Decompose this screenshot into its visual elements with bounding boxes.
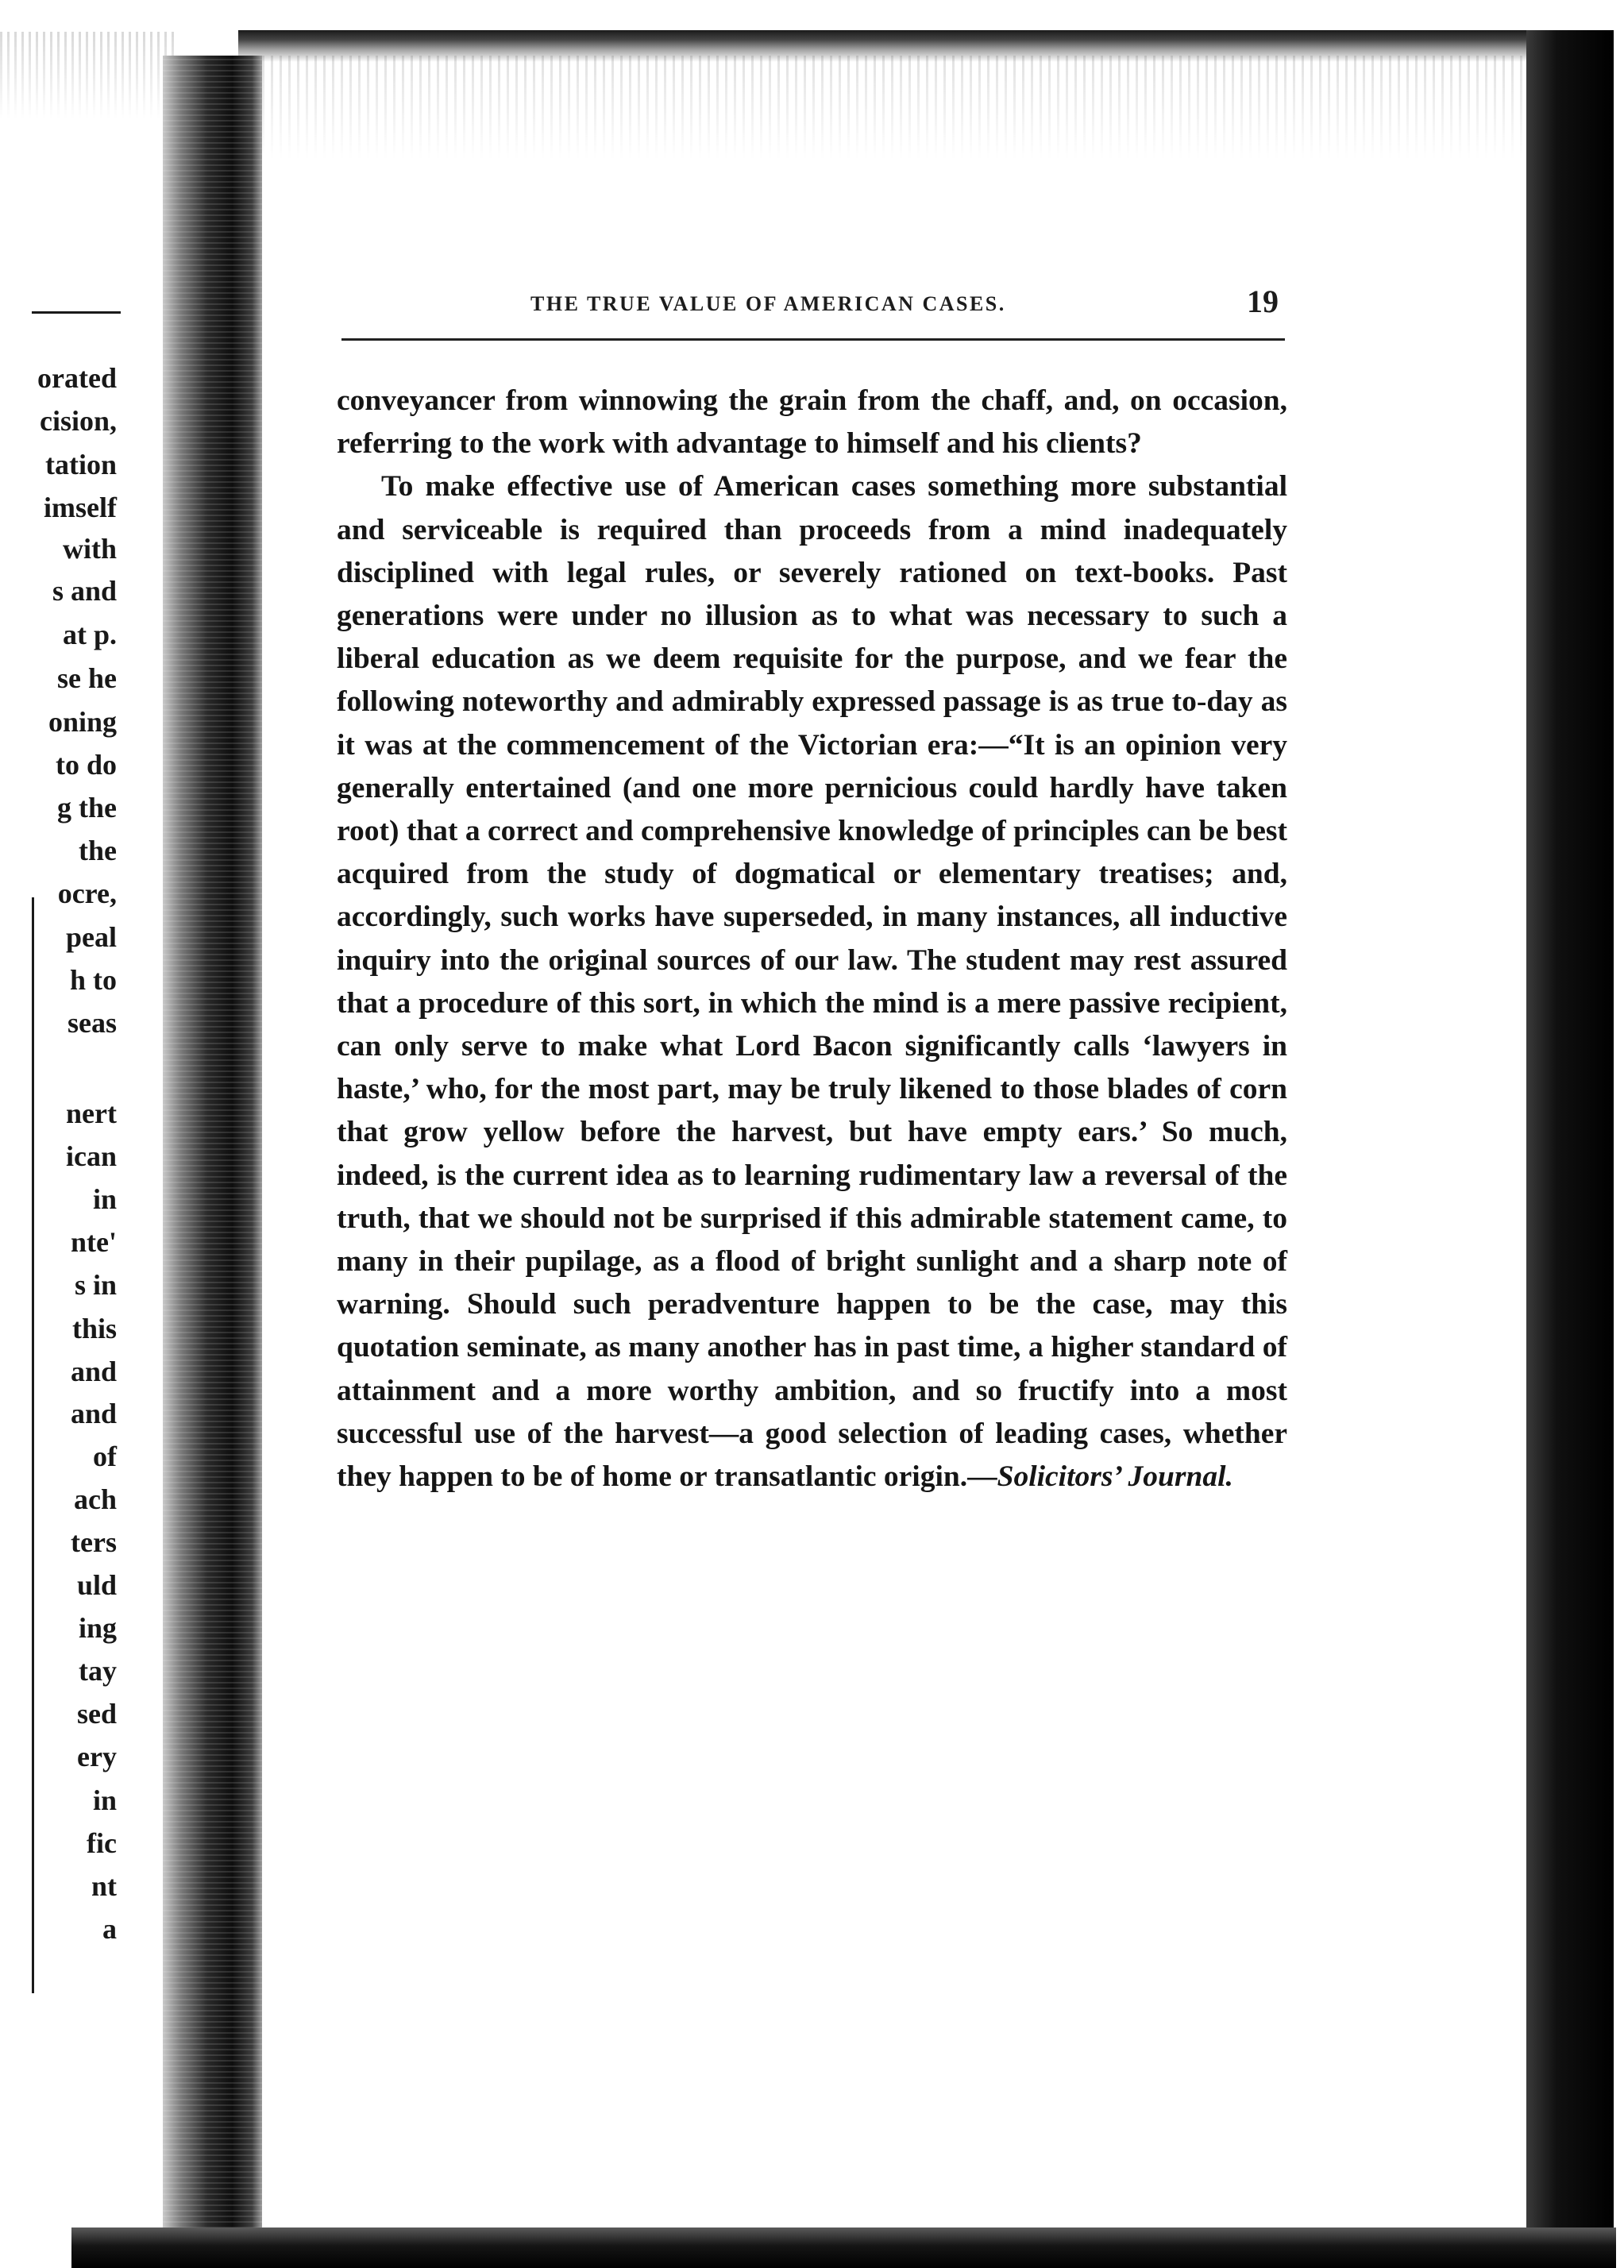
previous-page-word: ters — [71, 1526, 117, 1558]
previous-page-word: a — [102, 1913, 117, 1945]
previous-page-head-rule — [32, 311, 121, 314]
previous-page-word: sed — [76, 1698, 117, 1730]
paragraph — [337, 465, 1287, 1498]
previous-page-word: at p. — [62, 619, 117, 650]
page-bottom-edge-shadow — [71, 2228, 1616, 2268]
previous-page-word: uld — [76, 1569, 117, 1601]
previous-page-word: and — [70, 1356, 117, 1387]
paragraph: conveyancer from winnowing the grain from the chaff, and, on occasion, referring to the work with advantage to himself and his clients? — [337, 384, 1287, 461]
page-number: 19 — [1247, 284, 1279, 319]
previous-page-word: nt — [91, 1870, 117, 1902]
previous-page-word: s and — [52, 575, 117, 607]
previous-page-word: imself — [44, 492, 117, 523]
previous-page-word: nert — [66, 1097, 117, 1129]
scan-noise-top — [262, 56, 1533, 159]
previous-page-word: orated — [37, 362, 117, 394]
previous-page-word: h to — [69, 964, 117, 996]
previous-page-word: ican — [65, 1140, 117, 1172]
running-head-rule — [341, 338, 1285, 341]
previous-page-word: fic — [87, 1827, 117, 1859]
previous-page-word: s in — [74, 1269, 117, 1301]
previous-page-word: se he — [57, 662, 117, 694]
previous-page-word: tay — [79, 1655, 117, 1687]
previous-page-word: this — [71, 1313, 117, 1344]
previous-page-word: ery — [77, 1741, 117, 1772]
previous-page-word: g the — [57, 792, 117, 824]
previous-page-word: oning — [48, 706, 117, 738]
previous-page-word: and — [70, 1398, 117, 1429]
previous-page-word: tation — [45, 449, 117, 480]
previous-page-word: to do — [55, 749, 117, 781]
previous-page-word: ach — [74, 1483, 117, 1515]
attribution: Solicitors’ Journal. — [997, 1460, 1233, 1494]
previous-page-edge-line — [32, 897, 34, 1993]
scan-noise-top-left — [0, 32, 175, 119]
previous-page-word: ing — [78, 1612, 117, 1644]
previous-page-word: ocre, — [57, 878, 117, 909]
previous-page-word: the — [79, 835, 117, 866]
previous-page-word: in — [92, 1183, 117, 1215]
previous-page-word: nte' — [71, 1226, 117, 1258]
previous-page-word: in — [92, 1784, 117, 1816]
running-head: THE TRUE VALUE OF AMERICAN CASES. — [530, 292, 1006, 315]
page-right-edge-shadow — [1526, 30, 1614, 2266]
previous-page-word: cision, — [39, 405, 117, 437]
previous-page-word: peal — [65, 921, 117, 953]
body-text — [337, 380, 1287, 1498]
paragraph-text: To make effective use of American cases something more substantial and serviceable is required than proceeds from a mind inadequately disciplined with legal rules, or severely rationed on text-books. Past generations were under no illusion as to what was necessary to such a liberal education as we deem requisite for the purpose, and we fear the following noteworthy and admirably expressed passage is as true to-day as it was at the commencement of the Victorian era:—“It is an opinion very generally entertained (and one more pernicious could hardly have taken root) that a correct and comprehensive knowledge of principles can be best acquired from the study of dogmatical or elementary treatises; and, accordingly, such works have superseded, in many instances, all inductive inquiry into the original sources of our law. The student may rest assured that a procedure of this sort, in which the mind is a mere passive recipient, can only serve to make what Lord Bacon significantly calls ‘lawyers in haste,’ who, for the most part, may be truly likened to those blades of corn that grow yellow before the harvest, but have empty ears.’ So much, indeed, is the current idea as to learning rudimentary law a reversal of the truth, that we should not be surprised if this admirable statement came, to many in their pupilage, as a flood of bright sunlight and a sharp note of warning. Should such peradventure happen to be the case, may this quotation seminate, as many another has in past time, a higher standard of attainment and a more worthy ambition, and so fructify into a most successful use of the harvest—a good selection of leading cases, whether they happen to be of home or transatlantic origin.— — [337, 470, 1287, 1494]
previous-page-word: seas — [68, 1007, 117, 1039]
previous-page-word: with — [62, 533, 117, 565]
gutter-speckle — [163, 56, 262, 2267]
previous-page-word: of — [93, 1441, 117, 1472]
